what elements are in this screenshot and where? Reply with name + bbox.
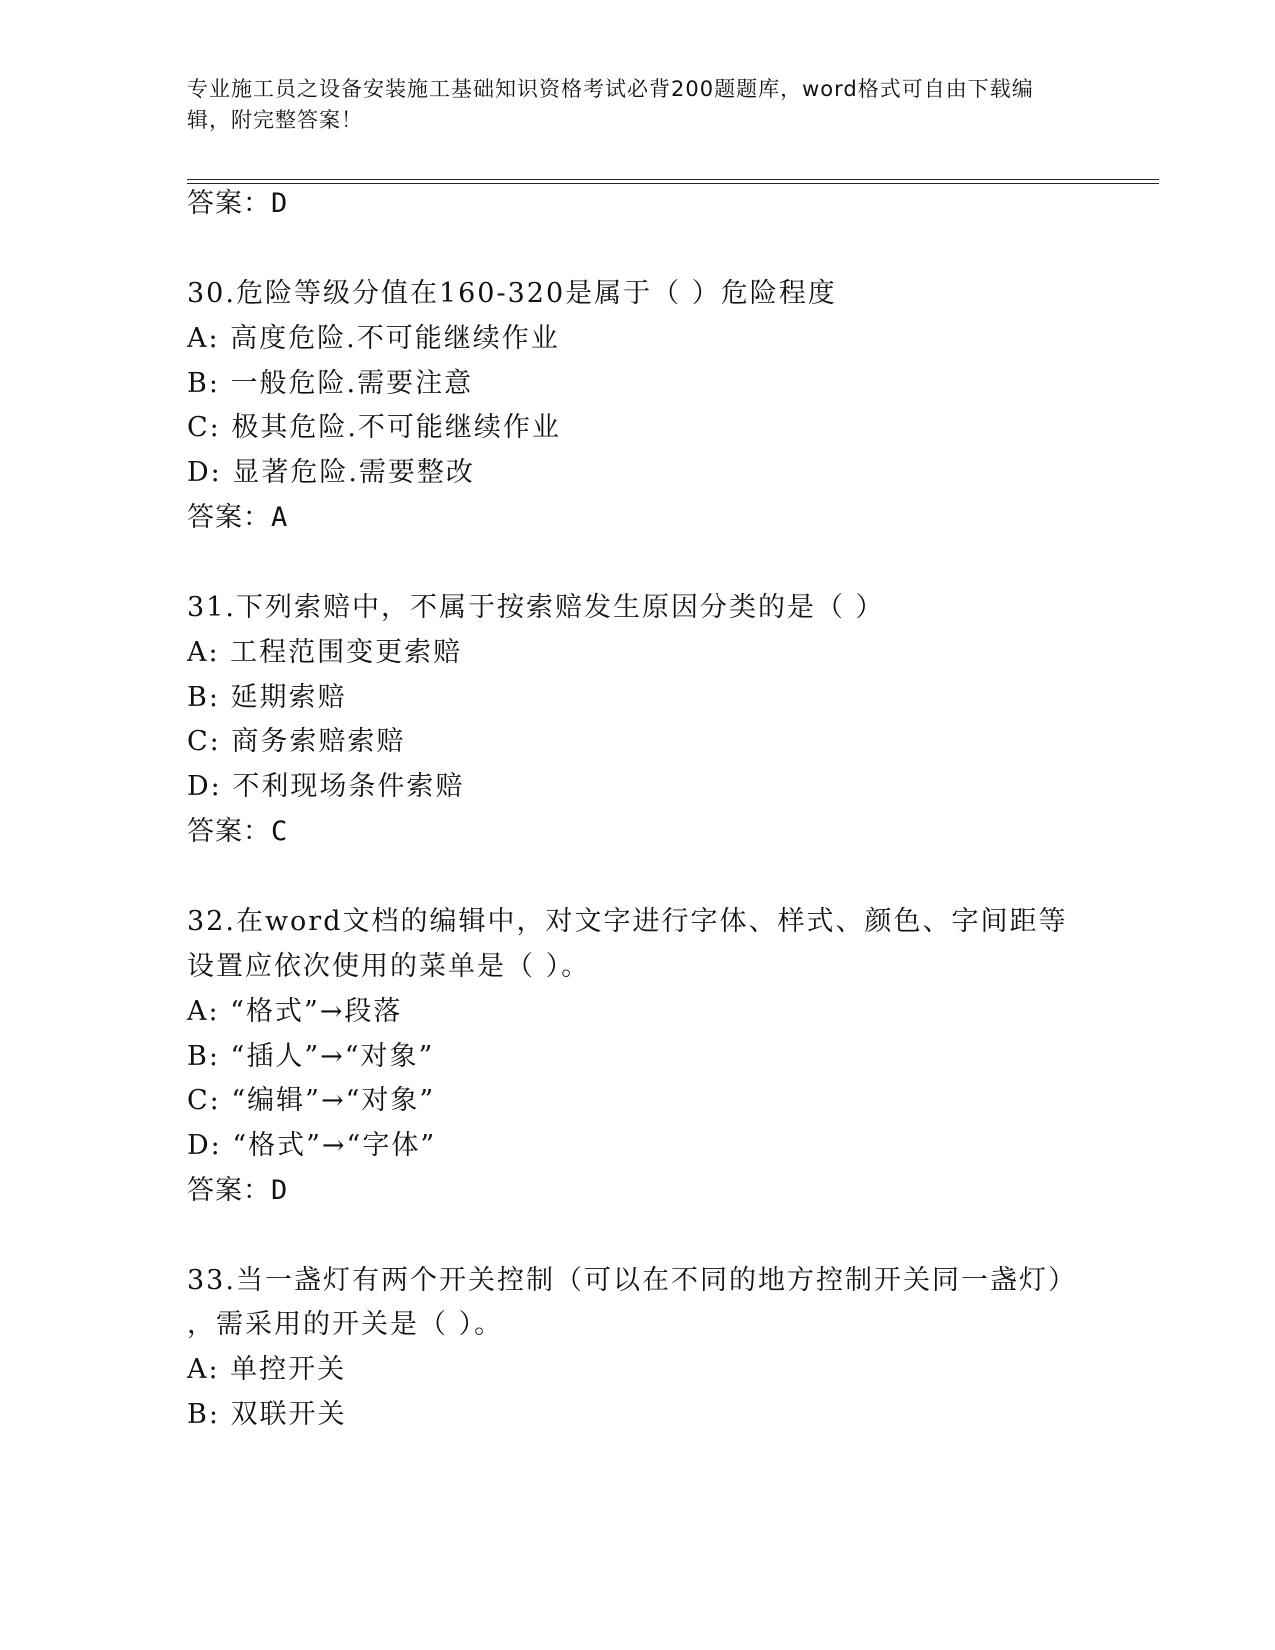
question-30: 30.危险等级分值在160-320是属于（ ）危险程度: [187, 278, 837, 309]
answer-line: 答案：C: [187, 816, 289, 847]
document-header: 专业施工员之设备安装施工基础知识资格考试必背200题题库，word格式可自由下载编辑，附完整答案！: [187, 77, 1034, 132]
question-31: 31.下列索赔中，不属于按索赔发生原因分类的是（ ）: [187, 592, 885, 623]
header-rule-top: [187, 179, 1159, 180]
option-line: A: 工程范围变更索赔: [187, 637, 463, 668]
answer-line: 答案：D: [187, 1175, 289, 1206]
answer-line: 答案：D: [187, 188, 289, 219]
option-line: B: 一般危险.需要注意: [187, 368, 474, 399]
question-33-line-1: 33.当一盏灯有两个开关控制（可以在不同的地方控制开关同一盏灯）: [187, 1265, 1077, 1296]
question-32-line-1: 32.在word文档的编辑中，对文字进行字体、样式、颜色、字间距等: [187, 906, 1068, 937]
option-line: D: “格式”→“字体”: [187, 1130, 437, 1161]
option-line: A: 高度危险.不可能继续作业: [187, 323, 560, 354]
option-line: D: 不利现场条件索赔: [187, 771, 465, 802]
option-line: B: 延期索赔: [187, 682, 347, 713]
answer-line: 答案：A: [187, 502, 289, 533]
option-line: B: 双联开关: [187, 1399, 347, 1430]
option-line: C: “编辑”→“对象”: [187, 1085, 436, 1116]
option-line: A: 单控开关: [187, 1354, 347, 1385]
option-line: D: 显著危险.需要整改: [187, 457, 475, 488]
option-line: C: 商务索赔索赔: [187, 726, 406, 757]
option-line: A: “格式”→段落: [187, 996, 403, 1027]
question-32-line-2: 设置应依次使用的菜单是（ ）。: [187, 951, 591, 982]
header-rule-bottom: [187, 183, 1159, 184]
option-line: B: “插人”→“对象”: [187, 1041, 435, 1072]
option-line: C: 极其危险.不可能继续作业: [187, 412, 561, 443]
question-33-line-2: ，需采用的开关是（ ）。: [187, 1309, 504, 1340]
